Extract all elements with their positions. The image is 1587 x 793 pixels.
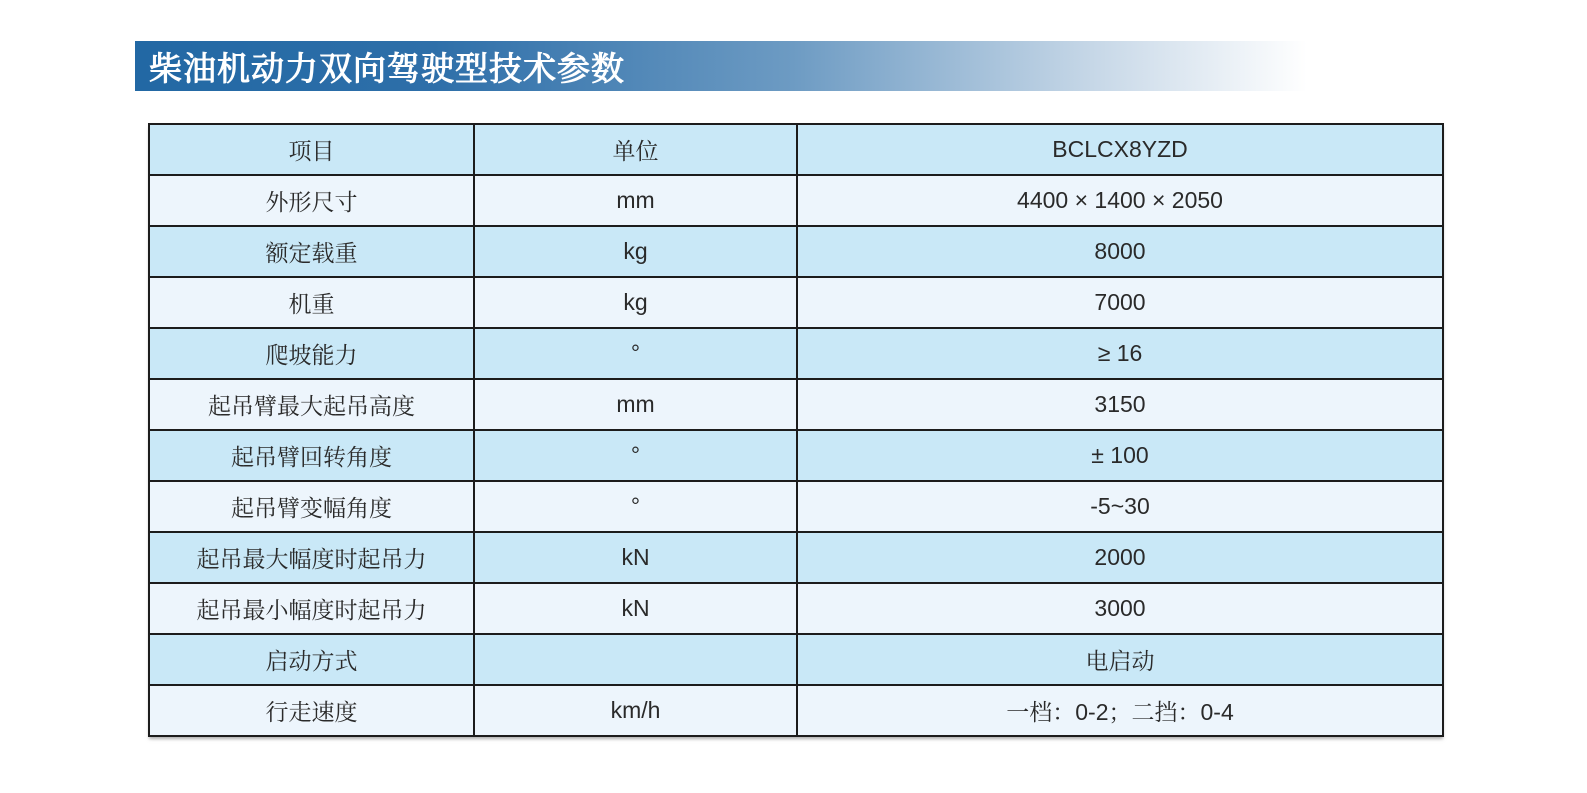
- header-item: 项目: [149, 124, 474, 175]
- cell-unit: mm: [474, 379, 797, 430]
- table-row: [149, 430, 1443, 481]
- cell-unit: °: [474, 481, 797, 532]
- table-body: [149, 175, 1443, 736]
- cell-value: 一档：0-2；二挡：0-4: [797, 685, 1443, 736]
- cell-item: 起吊最大幅度时起吊力: [149, 532, 474, 583]
- table-row: [149, 277, 1443, 328]
- table-row: [149, 175, 1443, 226]
- cell-item: 机重: [149, 277, 474, 328]
- cell-item: 起吊臂最大起吊高度: [149, 379, 474, 430]
- cell-item: 外形尺寸: [149, 175, 474, 226]
- cell-value: 8000: [797, 226, 1443, 277]
- table-row: [149, 328, 1443, 379]
- cell-value: ≥ 16: [797, 328, 1443, 379]
- cell-value: 7000: [797, 277, 1443, 328]
- cell-value: 3000: [797, 583, 1443, 634]
- section-title-bar: [135, 41, 1331, 91]
- cell-unit: mm: [474, 175, 797, 226]
- table-row: [149, 685, 1443, 736]
- table-row: [149, 583, 1443, 634]
- table-row: [149, 634, 1443, 685]
- cell-item: 起吊最小幅度时起吊力: [149, 583, 474, 634]
- section-title: 柴油机动力双向驾驶型技术参数: [149, 49, 625, 87]
- cell-unit: kg: [474, 226, 797, 277]
- header-unit: 单位: [474, 124, 797, 175]
- cell-value: 3150: [797, 379, 1443, 430]
- cell-value: 2000: [797, 532, 1443, 583]
- cell-value: ± 100: [797, 430, 1443, 481]
- cell-item: 额定载重: [149, 226, 474, 277]
- cell-item: 行走速度: [149, 685, 474, 736]
- cell-unit: °: [474, 328, 797, 379]
- cell-unit: kN: [474, 583, 797, 634]
- table-row: [149, 481, 1443, 532]
- table-row: [149, 226, 1443, 277]
- cell-unit: [474, 634, 797, 685]
- cell-unit: °: [474, 430, 797, 481]
- table-row: [149, 532, 1443, 583]
- cell-value: 电启动: [797, 634, 1443, 685]
- cell-unit: kg: [474, 277, 797, 328]
- cell-item: 爬坡能力: [149, 328, 474, 379]
- table-row: [149, 379, 1443, 430]
- spec-table: [148, 123, 1444, 737]
- header-model: BCLCX8YZD: [797, 124, 1443, 175]
- cell-unit: kN: [474, 532, 797, 583]
- cell-value: 4400 × 1400 × 2050: [797, 175, 1443, 226]
- cell-item: 启动方式: [149, 634, 474, 685]
- spec-table-header: [149, 124, 1443, 175]
- cell-item: 起吊臂回转角度: [149, 430, 474, 481]
- cell-unit: km/h: [474, 685, 797, 736]
- cell-item: 起吊臂变幅角度: [149, 481, 474, 532]
- cell-value: -5~30: [797, 481, 1443, 532]
- header-row: [149, 124, 1443, 175]
